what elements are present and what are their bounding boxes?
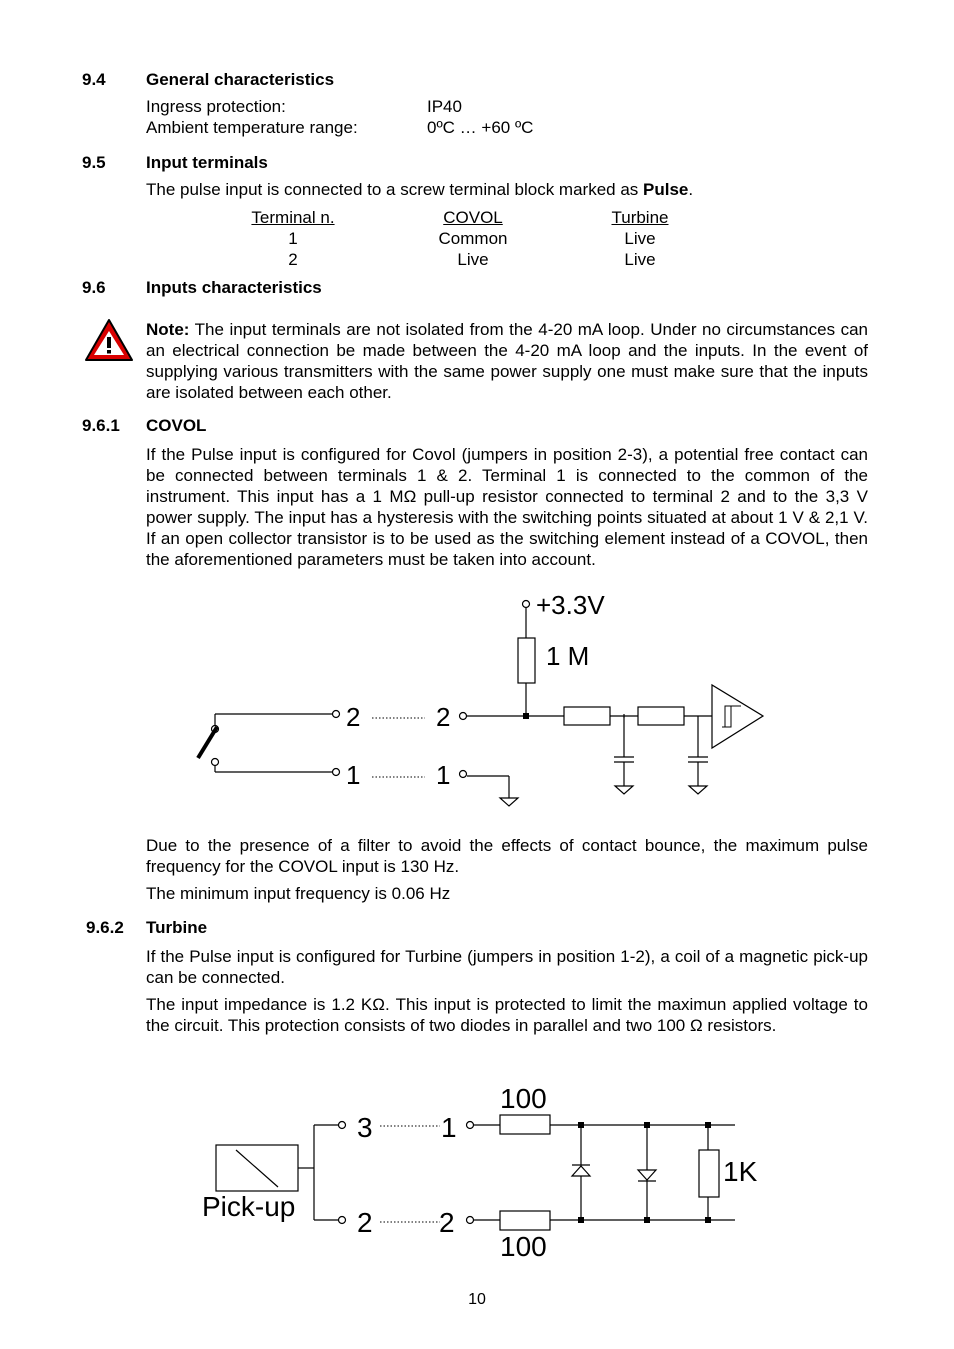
pullup-resistor [518, 638, 535, 683]
note-paragraph: Note: The input terminals are not isolated from the 4-20 mA loop. Under no circumstances can an electrical connection be made between the 4-20 mA loop and the inputs. In the event of supplying various transmitters with the same power supply one must make sure that the inputs are isolated between each other. [146, 320, 868, 402]
terminal-label: 1 [346, 760, 361, 790]
section-title: Input terminals [146, 153, 268, 172]
spec-value: IP40 [427, 97, 462, 116]
pickup-label: Pick-up [202, 1191, 296, 1222]
table-header: COVOL [443, 208, 503, 227]
warning-icon [86, 320, 132, 360]
terminal-label: 2 [439, 1207, 455, 1238]
paragraph: If the Pulse input is configured for Covol (jumpers in position 2-3), a potential free contact can be connected between terminals 1 & 2. Terminal 1 is connected to the common of the instrument. This input has a 1 MΩ pull-up resistor connected to terminal 2 and to the 3,3 V power supply. The input has a hysteresis with the switching points situated at about 1 V & 2,1 V. If an open collector transistor is to be used as the switching element instead of a COVOL, then the aforementioned parameters must be taken into account. [146, 445, 868, 569]
table-header: Turbine [611, 208, 669, 227]
terminal-label: 2 [357, 1207, 373, 1238]
terminal-label: 2 [436, 702, 451, 732]
terminal-label: 2 [346, 702, 361, 732]
section-number: 9.4 [82, 70, 106, 89]
resistor-label: 1 M [546, 641, 590, 671]
terminal-label: 1 [436, 760, 451, 790]
schmitt-trigger-icon [712, 685, 763, 748]
spec-value: 0ºC … +60 ºC [427, 118, 534, 137]
resistor-label: 1K [723, 1156, 758, 1187]
section-title: General characteristics [146, 70, 335, 89]
section-title: COVOL [146, 416, 207, 435]
section-title: Turbine [146, 918, 208, 937]
spec-label: Ambient temperature range: [146, 118, 358, 137]
section-number: 9.6.2 [86, 918, 124, 937]
resistor-label: 100 [500, 1231, 547, 1262]
resistor-label: 100 [500, 1083, 547, 1114]
paragraph: If the Pulse input is configured for Turbine (jumpers in position 1-2), a coil of a magnetic pick-up can be connected. [146, 947, 868, 987]
load-resistor [699, 1150, 719, 1197]
contact-switch [198, 727, 217, 758]
terminal-label: 3 [357, 1112, 373, 1143]
table-cell: 1 [288, 229, 298, 248]
section-number: 9.6 [82, 278, 106, 297]
section-number: 9.6.1 [82, 416, 120, 435]
paragraph: The pulse input is connected to a screw terminal block marked as Pulse. [146, 180, 694, 199]
paragraph: The minimum input frequency is 0.06 Hz [146, 884, 451, 903]
filter-resistor [564, 707, 610, 725]
paragraph: The input impedance is 1.2 KΩ. This input is protected to limit the maximun applied voltage to the circuit. This protection consists of two diodes in parallel and two 100 Ω resistors. [146, 995, 868, 1035]
table-header: Terminal n. [251, 208, 335, 227]
table-cell: Live [624, 229, 656, 248]
terminal-label: 1 [441, 1112, 457, 1143]
table-cell: 2 [288, 250, 298, 269]
table-cell: Common [438, 229, 508, 248]
series-resistor [500, 1211, 550, 1230]
spec-label: Ingress protection: [146, 97, 286, 116]
covol-circuit-diagram [198, 601, 763, 807]
table-cell: Live [624, 250, 656, 269]
supply-label: +3.3V [536, 590, 605, 620]
section-title: Inputs characteristics [146, 278, 322, 297]
section-number: 9.5 [82, 153, 106, 172]
filter-resistor [638, 707, 684, 725]
series-resistor [500, 1115, 550, 1134]
table-cell: Live [457, 250, 489, 269]
paragraph: Due to the presence of a filter to avoid the effects of contact bounce, the maximum pulse frequency for the COVOL input is 130 Hz. [146, 836, 868, 876]
page-number: 10 [468, 1291, 486, 1308]
